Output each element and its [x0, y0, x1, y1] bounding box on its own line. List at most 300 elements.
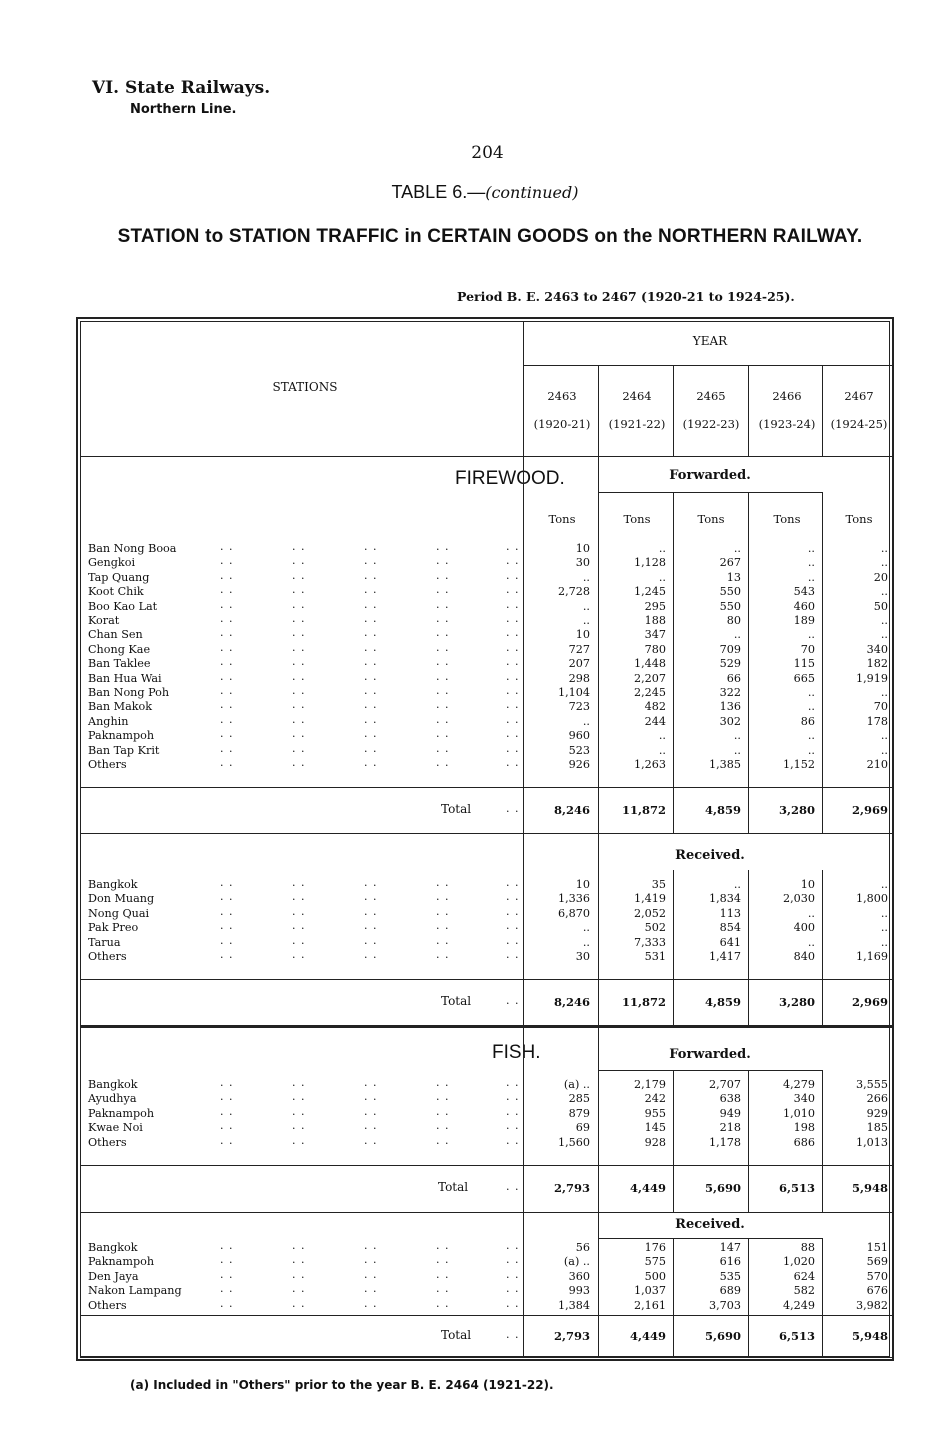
firewood-received-station: Others — [88, 950, 127, 963]
fish-forwarded-value: (a) .. — [563, 1078, 590, 1091]
column-rule — [673, 492, 674, 833]
leader-dots: . . — [364, 756, 378, 769]
leader-dots: . . — [292, 568, 306, 582]
firewood-forwarded-value: 1,152 — [782, 758, 815, 771]
firewood-forwarded-value: 482 — [644, 700, 666, 714]
leader-dots: . . — [292, 948, 306, 961]
fish-received-value: 56 — [575, 1241, 590, 1254]
firewood-received-value: 7,333 — [633, 935, 666, 949]
fish-forwarded-value: 145 — [644, 1121, 666, 1135]
firewood-forwarded-station: Ban Hua Wai — [88, 671, 162, 685]
firewood-forwarded-station: Gengkoi — [88, 556, 136, 570]
firewood-forwarded-value: 1,128 — [633, 556, 666, 570]
leader-dots: . . — [292, 1282, 306, 1296]
fish-received-value: 151 — [866, 1241, 888, 1254]
leader-dots: . . — [436, 698, 450, 712]
column-rule — [822, 870, 823, 1025]
fish-forwarded-value: 929 — [866, 1106, 888, 1120]
leader-dots: . . — [292, 933, 306, 947]
fish-forwarded-total: 4,449 — [629, 1181, 666, 1195]
firewood-received-total: 4,859 — [704, 995, 741, 1009]
column-rule — [673, 365, 674, 456]
leader-dots: . . — [220, 1119, 234, 1133]
firewood-forwarded-value: .. — [880, 542, 888, 555]
firewood-forwarded-value: .. — [807, 729, 815, 743]
fish-forwarded-station: Bangkok — [88, 1078, 138, 1091]
leader-dots: . . — [506, 756, 520, 769]
leader-dots: . . — [364, 1076, 378, 1089]
firewood-forwarded-value: 86 — [800, 714, 815, 728]
firewood-forwarded-value: .. — [880, 743, 888, 757]
leader-dots: . . — [506, 919, 520, 933]
fish-received-station: Paknampoh — [88, 1255, 155, 1269]
firewood-received-value: 1,169 — [855, 950, 888, 963]
leader-dots: . . — [506, 712, 520, 726]
leader-dots: . . — [364, 612, 378, 625]
leader-dots: . . — [506, 890, 520, 904]
leader-dots: . . — [364, 684, 378, 697]
leader-dots: . . — [436, 1239, 450, 1252]
year-ad-0: (1920-21) — [533, 417, 591, 431]
period-line: Period B. E. 2463 to 2467 (1920-21 to 1924-25). — [457, 289, 795, 304]
firewood-forwarded-value: 2,728 — [557, 585, 590, 599]
firewood-forwarded-total-label: Total — [441, 802, 472, 816]
firewood-forwarded-value: .. — [658, 743, 666, 757]
firewood-received-station: Pak Preo — [88, 921, 139, 935]
leader-dots: . . — [292, 1090, 306, 1104]
fish-received-value: 3,982 — [855, 1298, 888, 1312]
firewood-forwarded-value: .. — [658, 729, 666, 743]
fish-received-total: 5,690 — [704, 1329, 741, 1343]
leader-dots: . . — [436, 1104, 450, 1118]
firewood-forwarded-station: Ban Makok — [88, 700, 153, 714]
firewood-forwarded-value: .. — [582, 570, 590, 584]
firewood-received-value: .. — [880, 878, 888, 891]
fish-received-station: Nakon Lampang — [88, 1284, 182, 1298]
firewood-forwarded-value: .. — [733, 542, 741, 555]
leader-dots: . . — [364, 876, 378, 889]
fish-received-total: 5,948 — [851, 1329, 888, 1343]
fish-forwarded-value: 69 — [575, 1121, 590, 1135]
fish-received-value: 993 — [568, 1284, 590, 1298]
firewood-received-value: 35 — [651, 878, 666, 891]
leader-dots: . . — [436, 1296, 450, 1310]
leader-dots: . . — [364, 698, 378, 712]
column-rule — [822, 365, 823, 456]
firewood-forwarded-station: Ban Tap Krit — [88, 743, 160, 757]
leader-dots: . . — [506, 741, 520, 755]
fish-forwarded-value: 1,178 — [708, 1135, 741, 1149]
unit-label-1: Tons — [623, 512, 651, 526]
firewood-received-value: 10 — [800, 878, 815, 891]
firewood-forwarded-value: .. — [807, 542, 815, 555]
firewood-received-value: .. — [880, 906, 888, 920]
fish-received-total-label: Total — [441, 1328, 472, 1342]
firewood-forwarded-value: .. — [807, 700, 815, 714]
firewood-forwarded-value: 727 — [568, 642, 590, 656]
firewood-forwarded-value: .. — [733, 729, 741, 743]
firewood-received-value: .. — [880, 935, 888, 949]
column-rule — [598, 1212, 599, 1357]
leader-dots: . . — [364, 1104, 378, 1118]
fish-received-value: 570 — [866, 1269, 888, 1283]
fish-forwarded-total-label: Total — [438, 1180, 469, 1194]
leader-dots: . . — [506, 1253, 520, 1267]
firewood-forwarded-value: 780 — [644, 642, 666, 656]
firewood-received-value: 30 — [575, 950, 590, 963]
leader-dots: . . — [292, 640, 306, 654]
firewood-received-value: .. — [880, 921, 888, 935]
fish-received-total: 2,793 — [553, 1329, 590, 1343]
leader-dots: . . — [364, 712, 378, 726]
firewood-forwarded-station: Others — [88, 758, 127, 771]
firewood-forwarded-station: Ban Taklee — [88, 657, 151, 671]
rule-line — [598, 1238, 822, 1239]
firewood-forwarded-value: .. — [658, 542, 666, 555]
leader-dots: . . — [220, 948, 234, 961]
leader-dots: . . — [220, 876, 234, 889]
fish-received-value: 2,161 — [633, 1298, 666, 1312]
firewood-forwarded-value: 1,385 — [708, 758, 741, 771]
column-rule — [598, 456, 599, 833]
fish-received-value: 569 — [866, 1255, 888, 1269]
leader-dots: . . — [506, 612, 520, 625]
leader-dots: . . — [220, 669, 234, 683]
leader-dots: . . — [436, 1133, 450, 1147]
leader-dots: . . — [506, 1239, 520, 1252]
leader-dots: . . — [506, 669, 520, 683]
leader-dots: . . — [506, 802, 520, 815]
rule-line — [80, 833, 892, 834]
rule-line — [598, 492, 822, 493]
firewood-received-value: 531 — [644, 950, 666, 963]
fish-forwarded-station: Ayudhya — [88, 1092, 137, 1106]
firewood-received-value: 2,052 — [633, 906, 666, 920]
fish-forwarded-total: 6,513 — [778, 1181, 815, 1195]
leader-dots: . . — [364, 890, 378, 904]
fish-received-value: 1,037 — [633, 1284, 666, 1298]
firewood-received-value: 113 — [719, 906, 741, 920]
leader-dots: . . — [292, 698, 306, 712]
column-rule — [523, 456, 524, 833]
fish-forwarded-total: 2,793 — [553, 1181, 590, 1195]
firewood-received-total: 2,969 — [851, 995, 888, 1009]
firewood-forwarded-value: .. — [658, 570, 666, 584]
fish-received-station: Den Jaya — [88, 1269, 139, 1283]
unit-label-3: Tons — [773, 512, 801, 526]
leader-dots: . . — [292, 669, 306, 683]
leader-dots: . . — [364, 1267, 378, 1281]
firewood-received-station: Tarua — [88, 935, 121, 949]
firewood-forwarded-value: .. — [807, 743, 815, 757]
firewood-forwarded-value: 523 — [568, 743, 590, 757]
firewood-forwarded-value: 1,104 — [557, 686, 590, 699]
leader-dots: . . — [506, 1180, 520, 1193]
leader-dots: . . — [506, 655, 520, 669]
firewood-forwarded-value: 543 — [793, 585, 815, 599]
leader-dots: . . — [292, 1253, 306, 1267]
leader-dots: . . — [436, 1090, 450, 1104]
leader-dots: . . — [292, 684, 306, 697]
firewood-forwarded-value: .. — [733, 743, 741, 757]
leader-dots: . . — [506, 948, 520, 961]
leader-dots: . . — [220, 554, 234, 568]
leader-dots: . . — [364, 669, 378, 683]
leader-dots: . . — [436, 1253, 450, 1267]
leader-dots: . . — [506, 684, 520, 697]
fish-forwarded-value: 928 — [644, 1135, 666, 1149]
fish-forwarded-value: 955 — [644, 1106, 666, 1120]
firewood-forwarded-station: Tap Quang — [88, 570, 150, 584]
fish-forwarded-value: 949 — [719, 1106, 741, 1120]
firewood-forwarded-value: .. — [582, 714, 590, 728]
firewood-forwarded-value: 723 — [568, 700, 590, 714]
leader-dots: . . — [292, 890, 306, 904]
firewood-forwarded-value: .. — [807, 686, 815, 699]
year-be-1: 2464 — [622, 389, 652, 403]
leader-dots: . . — [364, 1119, 378, 1133]
leader-dots: . . — [292, 756, 306, 769]
firewood-forwarded-value: 189 — [793, 614, 815, 627]
leader-dots: . . — [364, 741, 378, 755]
firewood-forwarded-value: 20 — [873, 570, 888, 584]
leader-dots: . . — [436, 1119, 450, 1133]
leader-dots: . . — [292, 919, 306, 933]
leader-dots: . . — [220, 1267, 234, 1281]
year-ad-2: (1922-23) — [682, 417, 740, 431]
firewood-forwarded-station: Ban Nong Poh — [88, 686, 170, 699]
leader-dots: . . — [436, 1267, 450, 1281]
year-ad-4: (1924-25) — [830, 417, 888, 431]
leader-dots: . . — [364, 1253, 378, 1267]
fish-received-value: 1,020 — [782, 1255, 815, 1269]
leader-dots: . . — [292, 876, 306, 889]
firewood-forwarded-total: 3,280 — [778, 803, 815, 817]
fish-received-value: 500 — [644, 1269, 666, 1283]
fish-received-value: 676 — [866, 1284, 888, 1298]
column-rule — [523, 321, 524, 456]
leader-dots: . . — [292, 904, 306, 918]
firewood-forwarded-station: Koot Chik — [88, 585, 144, 599]
firewood-forwarded-total: 11,872 — [621, 803, 666, 817]
firewood-forwarded-value: .. — [582, 599, 590, 613]
firewood-received-label: Received. — [675, 848, 745, 863]
leader-dots: . . — [436, 919, 450, 933]
fish-forwarded-total: 5,948 — [851, 1181, 888, 1195]
leader-dots: . . — [506, 1104, 520, 1118]
fish-received-value: 535 — [719, 1269, 741, 1283]
leader-dots: . . — [436, 554, 450, 568]
leader-dots: . . — [436, 626, 450, 640]
leader-dots: . . — [506, 876, 520, 889]
rule-line — [80, 1165, 892, 1166]
rule-line — [80, 1357, 892, 1358]
rule-line — [80, 787, 892, 788]
leader-dots: . . — [436, 540, 450, 553]
firewood-received-value: .. — [733, 878, 741, 891]
year-ad-3: (1923-24) — [758, 417, 816, 431]
leader-dots: . . — [436, 669, 450, 683]
firewood-forwarded-value: 960 — [568, 729, 590, 743]
leader-dots: . . — [436, 597, 450, 611]
leader-dots: . . — [506, 583, 520, 597]
firewood-forwarded-value: .. — [582, 614, 590, 627]
fish-forwarded-value: 340 — [793, 1092, 815, 1106]
leader-dots: . . — [220, 655, 234, 669]
leader-dots: . . — [506, 540, 520, 553]
fish-forwarded-station: Kwae Noi — [88, 1121, 143, 1135]
leader-dots: . . — [364, 1133, 378, 1147]
leader-dots: . . — [506, 1267, 520, 1281]
leader-dots: . . — [364, 1239, 378, 1252]
fish-received-value: 624 — [793, 1269, 815, 1283]
firewood-forwarded-value: .. — [880, 585, 888, 599]
leader-dots: . . — [292, 655, 306, 669]
leader-dots: . . — [506, 1090, 520, 1104]
leader-dots: . . — [436, 712, 450, 726]
leader-dots: . . — [220, 684, 234, 697]
fish-received-value: 4,249 — [782, 1298, 815, 1312]
section-subtitle: Northern Line. — [130, 102, 237, 117]
main-title: STATION to STATION TRAFFIC in CERTAIN GOODS on the NORTHERN RAILWAY. — [117, 226, 863, 247]
firewood-forwarded-value: 1,919 — [855, 671, 888, 685]
firewood-forwarded-value: 550 — [719, 599, 741, 613]
firewood-forwarded-value: 926 — [568, 758, 590, 771]
leader-dots: . . — [220, 1282, 234, 1296]
firewood-forwarded-value: 529 — [719, 657, 741, 671]
column-rule — [673, 1070, 674, 1212]
firewood-forwarded-value: .. — [880, 556, 888, 570]
fish-title: FISH. — [492, 1042, 541, 1063]
leader-dots: . . — [436, 1282, 450, 1296]
fish-forwarded-value: 3,555 — [855, 1078, 888, 1091]
leader-dots: . . — [292, 1076, 306, 1089]
leader-dots: . . — [220, 612, 234, 625]
firewood-forwarded-value: 70 — [800, 642, 815, 656]
leader-dots: . . — [436, 876, 450, 889]
fish-forwarded-value: 2,707 — [708, 1078, 741, 1091]
firewood-received-value: .. — [807, 906, 815, 920]
leader-dots: . . — [436, 948, 450, 961]
leader-dots: . . — [220, 1104, 234, 1118]
firewood-forwarded-value: .. — [807, 628, 815, 642]
rule-line — [80, 979, 892, 980]
firewood-received-value: 6,870 — [557, 906, 590, 920]
leader-dots: . . — [436, 655, 450, 669]
firewood-forwarded-value: .. — [880, 686, 888, 699]
firewood-received-value: 840 — [793, 950, 815, 963]
leader-dots: . . — [506, 626, 520, 640]
leader-dots: . . — [436, 1076, 450, 1089]
firewood-received-station: Bangkok — [88, 878, 138, 891]
leader-dots: . . — [292, 712, 306, 726]
fish-forwarded-value: 1,013 — [855, 1135, 888, 1149]
leader-dots: . . — [220, 626, 234, 640]
leader-dots: . . — [506, 640, 520, 654]
firewood-forwarded-value: 80 — [726, 614, 741, 627]
fish-received-value: 3,703 — [708, 1298, 741, 1312]
firewood-forwarded-value: 322 — [719, 686, 741, 699]
leader-dots: . . — [220, 540, 234, 553]
firewood-received-total: 8,246 — [553, 995, 590, 1009]
column-rule — [822, 1070, 823, 1212]
firewood-received-value: 1,834 — [708, 892, 741, 906]
leader-dots: . . — [506, 597, 520, 611]
table-label: TABLE 6.— — [391, 182, 486, 202]
firewood-received-value: 502 — [644, 921, 666, 935]
fish-received-value: 360 — [568, 1269, 590, 1283]
column-rule — [523, 1212, 524, 1357]
fish-received-label: Received. — [675, 1217, 745, 1232]
firewood-forwarded-value: 340 — [866, 642, 888, 656]
leader-dots: . . — [220, 640, 234, 654]
firewood-forwarded-value: 347 — [644, 628, 666, 642]
rule-line — [80, 1025, 892, 1028]
firewood-forwarded-total: 4,859 — [704, 803, 741, 817]
firewood-received-station: Nong Quai — [88, 906, 150, 920]
leader-dots: . . — [436, 756, 450, 769]
fish-forwarded-value: 242 — [644, 1092, 666, 1106]
leader-dots: . . — [220, 1253, 234, 1267]
fish-received-value: 689 — [719, 1284, 741, 1298]
unit-label-0: Tons — [548, 512, 576, 526]
firewood-forwarded-value: 1,245 — [633, 585, 666, 599]
fish-received-value: 176 — [644, 1241, 666, 1254]
leader-dots: . . — [292, 597, 306, 611]
leader-dots: . . — [292, 1296, 306, 1310]
firewood-received-value: .. — [582, 935, 590, 949]
firewood-forwarded-value: 244 — [644, 714, 666, 728]
leader-dots: . . — [364, 904, 378, 918]
firewood-forwarded-value: 2,207 — [633, 671, 666, 685]
firewood-forwarded-total: 2,969 — [851, 803, 888, 817]
leader-dots: . . — [506, 1296, 520, 1310]
leader-dots: . . — [292, 1267, 306, 1281]
firewood-forwarded-value: .. — [733, 628, 741, 642]
year-ad-1: (1921-22) — [608, 417, 666, 431]
fish-forwarded-value: 1,560 — [557, 1135, 590, 1149]
fish-forwarded-value: 285 — [568, 1092, 590, 1106]
rule-line — [80, 1212, 892, 1213]
leader-dots: . . — [506, 698, 520, 712]
leader-dots: . . — [220, 583, 234, 597]
firewood-forwarded-value: 178 — [866, 714, 888, 728]
firewood-forwarded-value: 13 — [726, 570, 741, 584]
leader-dots: . . — [506, 904, 520, 918]
firewood-forwarded-value: 302 — [719, 714, 741, 728]
firewood-forwarded-value: 115 — [793, 657, 815, 671]
firewood-forwarded-value: 210 — [866, 758, 888, 771]
fish-received-station: Bangkok — [88, 1241, 138, 1254]
firewood-forwarded-value: 10 — [575, 542, 590, 555]
firewood-forwarded-value: 665 — [793, 671, 815, 685]
leader-dots: . . — [436, 741, 450, 755]
section-title: VI. State Railways. — [92, 78, 271, 98]
firewood-forwarded-station: Chong Kae — [88, 642, 151, 656]
fish-received-value: 616 — [719, 1255, 741, 1269]
leader-dots: . . — [292, 1119, 306, 1133]
leader-dots: . . — [220, 568, 234, 582]
leader-dots: . . — [364, 640, 378, 654]
firewood-forwarded-station: Boo Kao Lat — [88, 599, 158, 613]
leader-dots: . . — [436, 727, 450, 741]
firewood-received-total: 3,280 — [778, 995, 815, 1009]
firewood-forwarded-value: 1,263 — [633, 758, 666, 771]
leader-dots: . . — [506, 1133, 520, 1147]
firewood-forwarded-station: Anghin — [88, 714, 129, 728]
year-be-3: 2466 — [772, 389, 802, 403]
firewood-forwarded-station: Korat — [88, 614, 120, 627]
